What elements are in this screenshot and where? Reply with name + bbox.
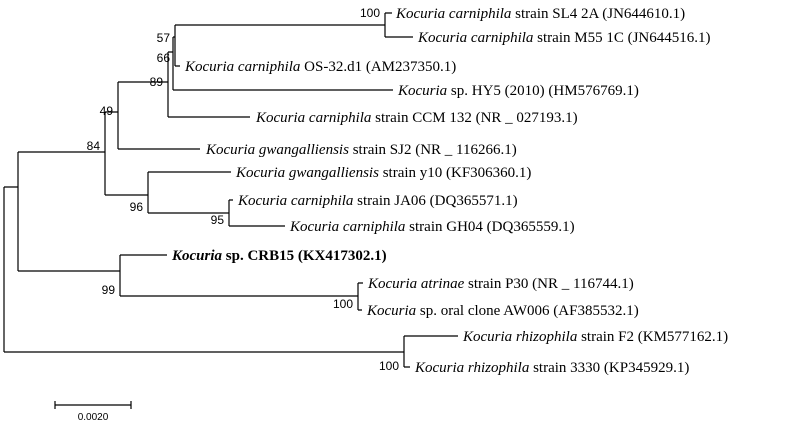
bootstrap-label: 100 <box>359 6 380 20</box>
taxon-label: Kocuria sp. HY5 (2010) (HM576769.1) <box>398 83 639 99</box>
taxon-label: Kocuria carniphila strain GH04 (DQ365559.1) <box>290 219 575 235</box>
taxon-label: Kocuria rhizophila strain 3330 (KP345929.1) <box>415 360 690 376</box>
taxon-labels <box>171 6 728 376</box>
taxon-label: Kocuria gwangalliensis strain SJ2 (NR _ 116266.1) <box>206 142 517 158</box>
bootstrap-label: 57 <box>156 31 170 45</box>
branch-node-96 <box>148 172 231 213</box>
taxon-label-highlight: Kocuria sp. CRB15 (KX417302.1) <box>172 248 387 264</box>
taxon-label: Kocuria carniphila strain M55 1C (JN644516.1) <box>418 30 711 46</box>
branch-node-49 <box>118 82 200 149</box>
scale-bar-label: 0.0020 <box>77 412 109 423</box>
taxon-label: Kocuria carniphila OS-32.d1 (AM237350.1) <box>185 59 457 75</box>
taxon-label: Kocuria carniphila strain JA06 (DQ365571.1) <box>238 193 518 209</box>
scale-bar <box>55 401 131 423</box>
bootstrap-label: 99 <box>101 283 115 297</box>
bootstrap-label: 100 <box>378 359 399 373</box>
taxon-label: Kocuria atrinae strain P30 (NR _ 116744.1) <box>368 276 634 292</box>
taxon-label: Kocuria carniphila strain CCM 132 (NR _ 027193.1) <box>256 110 578 126</box>
branch-root <box>4 187 404 352</box>
taxon-label: Kocuria rhizophila strain F2 (KM577162.1) <box>463 329 729 345</box>
bootstrap-label: 100 <box>332 297 353 311</box>
bootstrap-label: 95 <box>210 213 224 227</box>
scale-bar-line <box>55 401 131 409</box>
bootstrap-label: 49 <box>99 104 113 118</box>
branch-node-84 <box>105 112 148 195</box>
taxon-label: Kocuria sp. oral clone AW006 (AF385532.1) <box>367 303 639 319</box>
bootstrap-label: 96 <box>129 200 143 214</box>
branch-node-100-mid <box>358 283 363 310</box>
taxon-label: Kocuria carniphila strain SL4 2A (JN644610.1) <box>396 6 686 22</box>
bootstrap-label: 89 <box>149 75 163 89</box>
bootstrap-label: 66 <box>156 51 170 65</box>
bootstrap-label: 84 <box>86 139 100 153</box>
taxon-label: Kocuria gwangalliensis strain y10 (KF306360.1) <box>236 165 532 181</box>
